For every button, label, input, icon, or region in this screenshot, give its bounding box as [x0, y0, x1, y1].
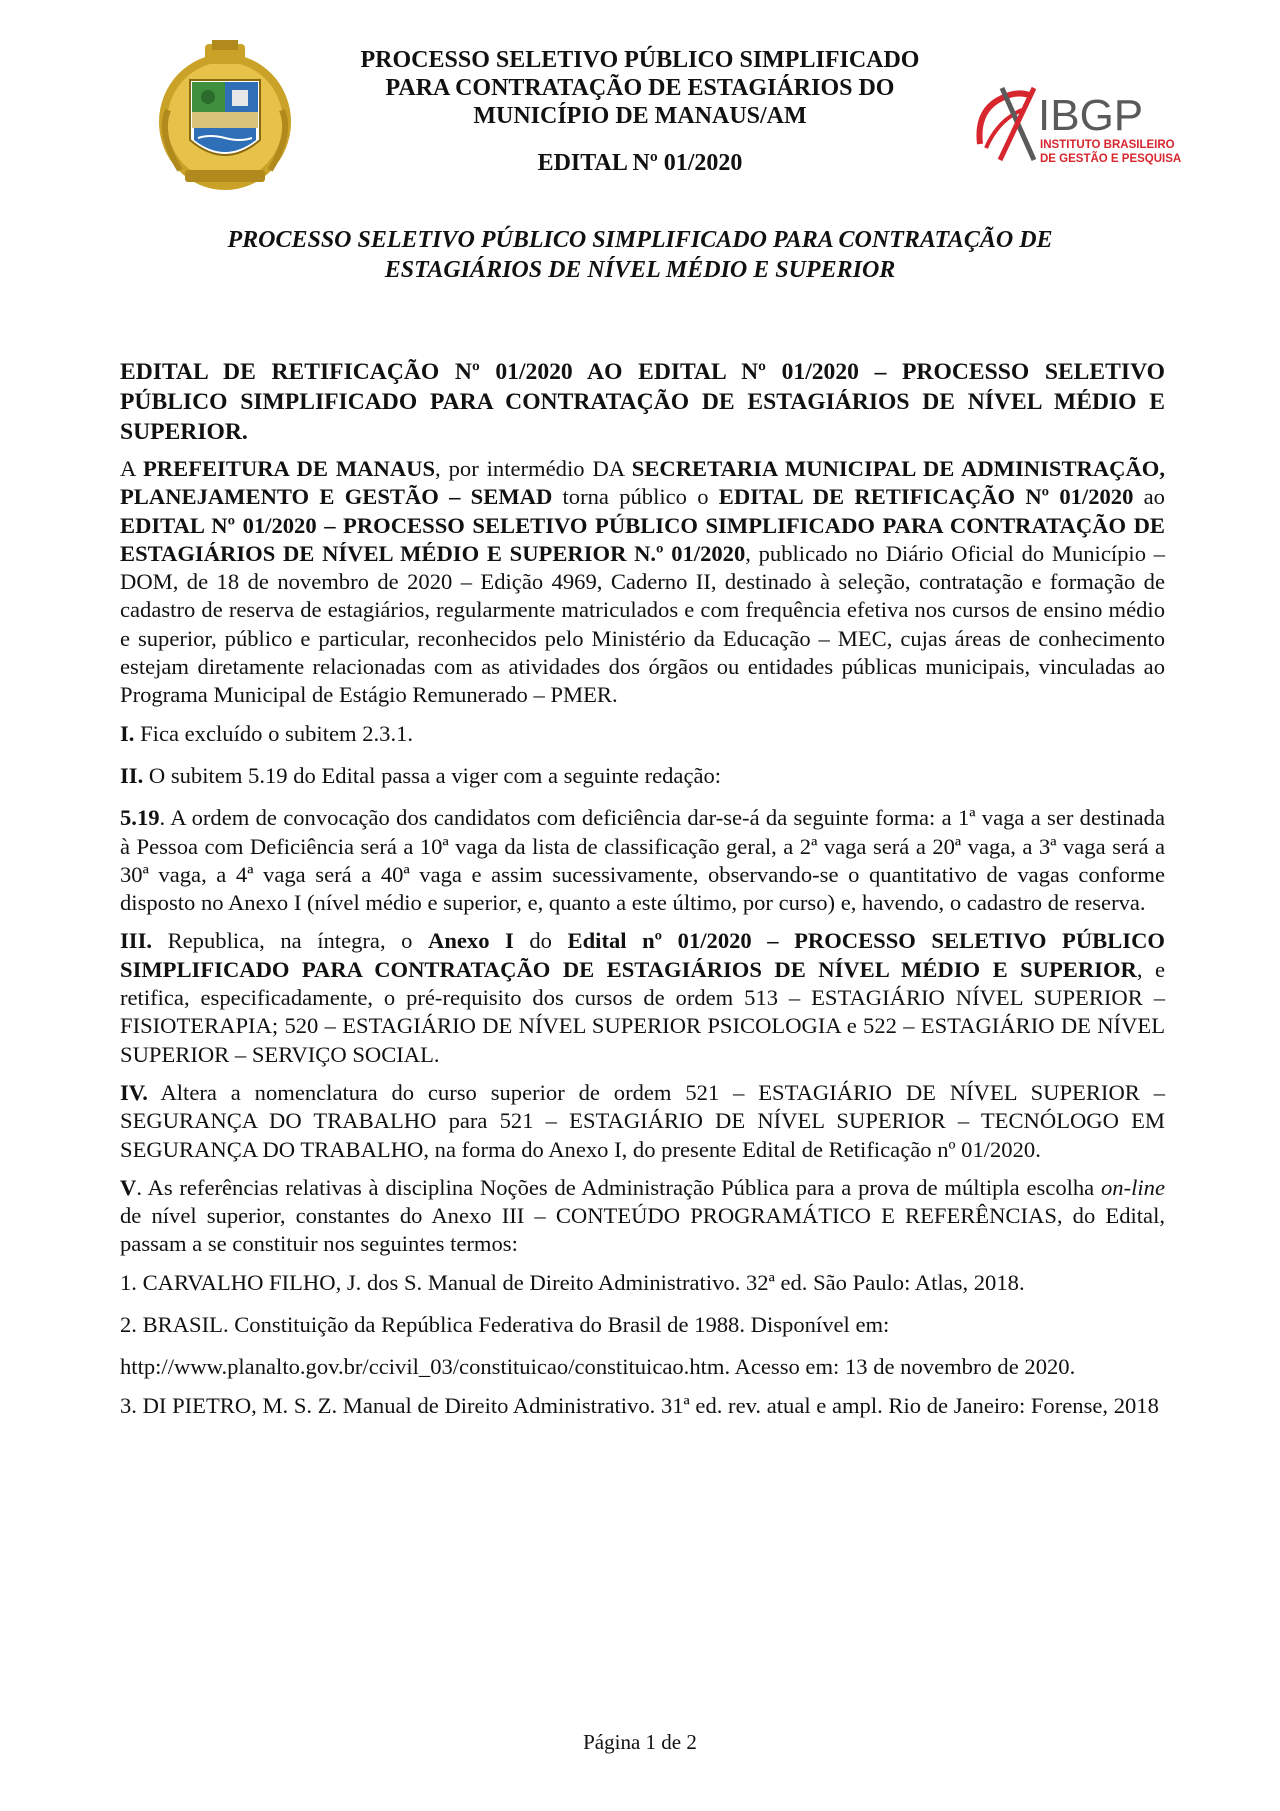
item-iv-text: Altera a nomenclatura do curso superior de ordem 521 – ESTAGIÁRIO DE NÍVEL SUPERIOR – SEGURANÇA DO TRABALHO para 521 – ESTAGIÁRIO DE NÍVEL SUPERIOR – TECNÓLOGO EM SEGURANÇA DO TRABALHO, na forma do Anexo I, do presente Edital de Retificação nº 01/2020. — [120, 1079, 1165, 1162]
intro-t3: torna público o — [552, 484, 719, 510]
retification-heading: EDITAL DE RETIFICAÇÃO Nº 01/2020 AO EDITAL Nº 01/2020 – PROCESSO SELETIVO PÚBLICO SIMPLIFICADO PARA CONTRATAÇÃO DE ESTAGIÁRIOS DE NÍVEL MÉDIO E SUPERIOR. — [120, 359, 1165, 445]
intro-t2: , por intermédio DA — [435, 456, 632, 481]
item-v-t1: . As referências relativas à disciplina Noções de Administração Pública para a prova de múltipla escolha — [136, 1174, 1101, 1200]
page-number: Página 1 de 2 — [583, 1730, 697, 1754]
item-v-italic: on-line — [1101, 1174, 1165, 1200]
item-iii-t3: , e retifica, especificadamente, o pré-requisito dos cursos de ordem 513 – ESTAGIÁRIO NÍVEL SUPERIOR – FISIOTERAPIA; 520 – ESTAGIÁRIO DE NÍVEL SUPERIOR PSICOLOGIA e 522 – ESTAGIÁRIO DE NÍVEL SUPERIOR – SERVIÇO SOCIAL. — [120, 956, 1165, 1067]
item-iii-b1: Anexo I — [428, 928, 514, 954]
intro-t5: , publicado no Diário Oficial do Município – DOM, de 18 de novembro de 2020 – Edição 4969, Caderno II, destinado à seleção, contratação e formação de cadastro de reserva de estagiários, regularmente matriculados e com frequência efetiva nos cursos de ensino médio e superior, público e particular, reconhecidos pelo Ministério da Educação – MEC, cujas áreas de conhecimento estejam diretamente relacionadas com as atividades dos órgãos ou entidades públicas municipais, vinculadas ao Programa Municipal de Estágio Remunerado – PMER. — [120, 540, 1166, 708]
reference-3: 3. DI PIETRO, M. S. Z. Manual de Direito Administrativo. 31ª ed. rev. atual e ampl. Rio de Janeiro: Forense, 2018 — [120, 1392, 1159, 1418]
intro-b1: PREFEITURA DE MANAUS — [143, 456, 436, 481]
item-v-label: V — [120, 1174, 137, 1200]
document-subtitle — [120, 225, 1160, 285]
item-ii-label: II. — [120, 762, 144, 788]
header-title-line-2: PARA CONTRATAÇÃO DE ESTAGIÁRIOS DO — [385, 75, 895, 101]
item-iii-b2: Edital nº 01/2020 – PROCESSO SELETIVO PÚBLICO SIMPLIFICADO PARA CONTRATAÇÃO DE ESTAGIÁRIOS DE NÍVEL MÉDIO E SUPERIOR — [120, 928, 1165, 982]
reference-2: 2. BRASIL. Constituição da República Federativa do Brasil de 1988. Disponível em: — [120, 1312, 890, 1338]
intro-b2: SECRETARIA MUNICIPAL DE ADMINISTRAÇÃO, PLANEJAMENTO E GESTÃO – SEMAD — [120, 456, 1166, 510]
subtitle-line-1: PROCESSO SELETIVO PÚBLICO SIMPLIFICADO PARA CONTRATAÇÃO DE — [227, 227, 1053, 253]
intro-paragraph — [120, 455, 1165, 710]
header-title-line-1: PROCESSO SELETIVO PÚBLICO SIMPLIFICADO — [360, 47, 920, 73]
header-title-line-3: MUNICÍPIO DE MANAUS/AM — [473, 103, 807, 129]
ibgp-logo — [972, 80, 1182, 172]
header-title — [320, 46, 960, 130]
document-body — [120, 357, 1165, 1430]
item-iii-t2: do — [513, 928, 568, 954]
intro-b4: EDITAL Nº 01/2020 – PROCESSO SELETIVO PÚBLICO SIMPLIFICADO PARA CONTRATAÇÃO DE ESTAGIÁRIOS DE NÍVEL MÉDIO E SUPERIOR N.º 01/2020 — [120, 512, 1165, 566]
item-i — [120, 720, 1165, 748]
item-ii-text: O subitem 5.19 do Edital passa a viger com a seguinte redação: — [143, 762, 722, 788]
ibgp-logo-subtext-2: DE GESTÃO E PESQUISA — [1040, 153, 1182, 165]
item-5-19 — [120, 804, 1165, 917]
edital-number: EDITAL Nº 01/2020 — [537, 150, 743, 176]
ibgp-logo-text: IBGP — [1038, 91, 1144, 140]
intro-t4: ao — [1133, 484, 1165, 510]
item-iv-label: IV. — [120, 1079, 148, 1105]
item-5-19-text: . A ordem de convocação dos candidatos com deficiência dar-se-á da seguinte forma: a 1ª vaga a ser destinada à Pessoa com Deficiência será a 10ª vaga da lista de classificação geral, a 2ª vaga será a 20ª vaga, a 3ª vaga será a 30ª vaga, a 4ª vaga será a 40ª vaga e assim sucessivamente, observando-se o quantitativo de vagas conforme disposto no Anexo I (nível médio e superior, e, quanto a este último, por curso) e, havendo, o cadastro de reserva. — [120, 805, 1165, 916]
subtitle-line-2: ESTAGIÁRIOS DE NÍVEL MÉDIO E SUPERIOR — [384, 257, 896, 283]
item-v — [120, 1174, 1165, 1259]
intro-t1: A — [120, 456, 143, 481]
item-i-text: Fica excluído o subitem 2.3.1. — [134, 720, 414, 746]
item-v-t2: de nível superior, constantes do Anexo III – CONTEÚDO PROGRAMÁTICO E REFERÊNCIAS, do Edital, passam a se constituir nos seguintes termos: — [120, 1203, 1165, 1257]
item-iii — [120, 927, 1165, 1068]
manaus-crest-logo — [150, 40, 300, 195]
item-5-19-label: 5.19 — [120, 805, 160, 831]
item-ii — [120, 762, 1165, 790]
reference-1: 1. CARVALHO FILHO, J. dos S. Manual de Direito Administrativo. 32ª ed. São Paulo: Atlas, 2018. — [120, 1269, 1025, 1295]
item-iii-label: III. — [120, 928, 153, 954]
item-iii-t1: Republica, na íntegra, o — [152, 928, 428, 954]
item-i-label: I. — [120, 720, 135, 746]
intro-b3: EDITAL DE RETIFICAÇÃO Nº 01/2020 — [718, 484, 1134, 510]
ibgp-logo-subtext-1: INSTITUTO BRASILEIRO — [1040, 139, 1175, 151]
reference-2-url: http://www.planalto.gov.br/ccivil_03/constituicao/constituicao.htm. Acesso em: 13 de novembro de 2020. — [120, 1354, 1076, 1380]
item-iv — [120, 1079, 1165, 1164]
